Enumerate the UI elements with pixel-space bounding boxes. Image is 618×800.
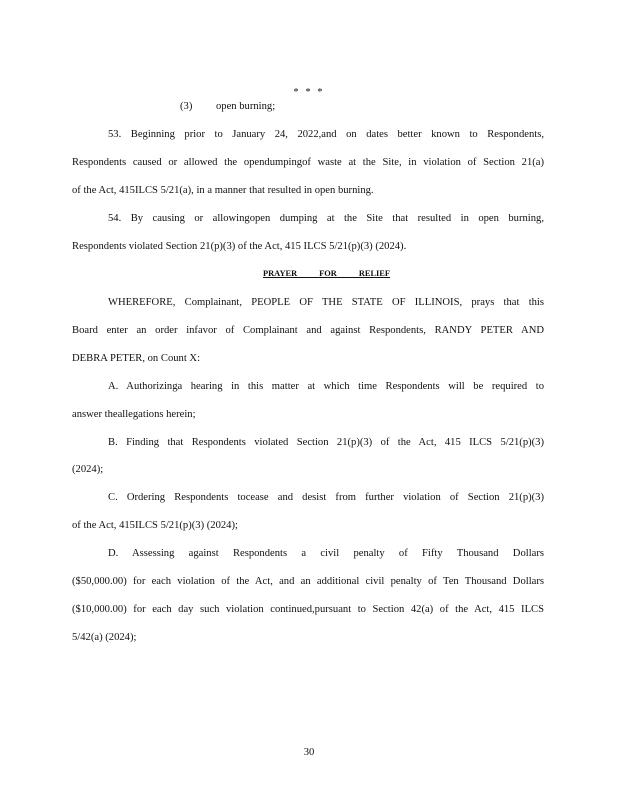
paragraph-54-line-1: 54. By causing or allowingopen dumping at the Site that resulted in open burning,: [108, 213, 544, 224]
wherefore-line-3: DEBRA PETER, on Count X:: [72, 353, 201, 364]
relief-c-line-1: C. Ordering Respondents tocease and desist from further violation of Section 21(p)(3): [108, 492, 544, 503]
page-number: 30: [303, 747, 315, 758]
paragraph-53-line-3: of the Act, 415ILCS 5/21(a), in a manner that resulted in open burning.: [72, 185, 374, 196]
relief-d-line-1: D. Assessing against Respondents a civil penalty of Fifty Thousand Dollars: [108, 548, 544, 559]
relief-d-line-4: 5/42(a) (2024);: [72, 632, 137, 643]
paragraph-53-line-1: 53. Beginning prior to January 24, 2022,and on dates better known to Respondents,: [108, 129, 544, 140]
relief-d-line-2: ($50,000.00) for each violation of the Act, and an additional civil penalty of Ten Thousand Dollars: [72, 576, 544, 587]
prayer-for-relief-heading: PRAYER FOR RELIEF: [263, 269, 390, 278]
section-separator: * * *: [293, 87, 325, 98]
list-item-number: (3): [180, 101, 193, 112]
relief-b-line-2: (2024);: [72, 464, 104, 475]
relief-a-line-2: answer theallegations herein;: [72, 409, 196, 420]
wherefore-line-1: WHEREFORE, Complainant, PEOPLE OF THE STATE OF ILLINOIS, prays that this: [108, 297, 544, 308]
paragraph-53-line-2: Respondents caused or allowed the opendumpingof waste at the Site, in violation of Section 21(a): [72, 157, 544, 168]
relief-c-line-2: of the Act, 415ILCS 5/21(p)(3) (2024);: [72, 520, 238, 531]
paragraph-54-line-2: Respondents violated Section 21(p)(3) of the Act, 415 ILCS 5/21(p)(3) (2024).: [72, 241, 407, 252]
relief-a-line-1: A. Authorizinga hearing in this matter at which time Respondents will be required to: [108, 381, 544, 392]
relief-b-line-1: B. Finding that Respondents violated Section 21(p)(3) of the Act, 415 ILCS 5/21(p)(3): [108, 437, 544, 448]
list-item-text: open burning;: [216, 101, 276, 112]
wherefore-line-2: Board enter an order infavor of Complainant and against Respondents, RANDY PETER AND: [72, 325, 544, 336]
relief-d-line-3: ($10,000.00) for each day such violation continued,pursuant to Section 42(a) of the Act, 415 ILCS: [72, 604, 544, 615]
